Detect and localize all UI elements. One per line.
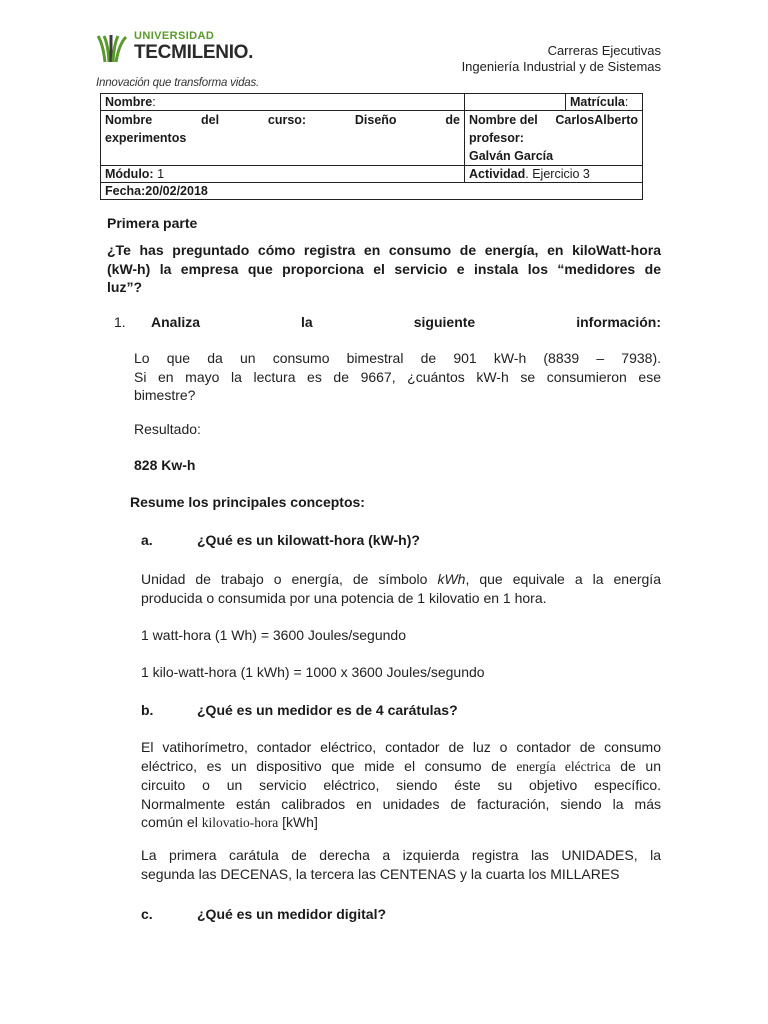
- section-title: Primera parte: [107, 215, 198, 231]
- paragraph-line: Normalmente están calibrados en unidades de facturación, siendo la más: [141, 795, 661, 812]
- answer-b-paragraph-2: [141, 846, 661, 883]
- summary-title: Resume los principales conceptos:: [130, 494, 365, 510]
- paragraph-line: segunda las DECENAS, la tercera las CENTENAS y la cuarta los MILLARES: [141, 865, 620, 882]
- nombre-cell: [101, 94, 465, 111]
- profesor-cell: [465, 111, 643, 166]
- table-row: [101, 166, 643, 183]
- formula-2: 1 kilo-watt-hora (1 kWh) = 1000 x 3600 Joules/segundo: [141, 664, 485, 680]
- text-span: eléctrico, es un dispositivo que mide el consumo de: [141, 757, 517, 774]
- modulo-label: Módulo:: [105, 167, 154, 181]
- program-line-2: Ingeniería Industrial y de Sistemas: [461, 59, 661, 74]
- main-question: [107, 241, 661, 297]
- profesor-line-1: [469, 111, 638, 147]
- curso-word: del: [201, 113, 220, 127]
- profesor-value-word: Alberto: [594, 113, 638, 127]
- paragraph-line: circuito o un servicio eléctrico, siendo éste su objetivo específico.: [141, 777, 661, 793]
- program-line-1: Carreras Ejecutivas: [547, 43, 661, 58]
- paragraph-line: [141, 570, 661, 589]
- tecmilenio-leaf-icon: [96, 34, 130, 64]
- question-a-text: ¿Qué es un kilowatt-hora (kW-h)?: [197, 532, 420, 548]
- item1-word: la: [301, 314, 313, 330]
- nombre-label: Nombre: [105, 95, 153, 109]
- curso-word: curso:: [267, 113, 307, 127]
- answer-a-paragraph: [141, 570, 661, 607]
- curso-value: experimentos: [105, 131, 187, 145]
- question-line: (kW-h) la empresa que proporciona el servicio e instala los “medidores de: [107, 260, 661, 277]
- table-row: [101, 111, 643, 166]
- paragraph-line: El vatihorímetro, contador eléctrico, contador de luz o contador de consumo: [141, 739, 661, 755]
- actividad-label: Actividad: [469, 167, 526, 181]
- energia-electrica-term: energía eléctrica: [516, 758, 611, 774]
- item1-number: 1.: [114, 314, 126, 330]
- table-row: [101, 183, 643, 200]
- item1-word: Analiza: [151, 314, 201, 330]
- curso-word: Diseño: [354, 113, 397, 127]
- actividad-value: . Ejercicio 3: [525, 167, 590, 181]
- curso-word: Nombre: [105, 113, 153, 127]
- paragraph-line: Lo que da un consumo bimestral de 901 kW-h (8839 – 7938).: [134, 350, 661, 366]
- paragraph-line: Si en mayo la lectura es de 9667, ¿cuántos kW-h se consumieron ese: [134, 368, 661, 385]
- modulo-cell: [101, 166, 465, 183]
- kilovatio-hora-term: kilovatio-hora: [201, 815, 279, 830]
- result-value: 828 Kw-h: [134, 457, 196, 473]
- question-line: luz”?: [107, 279, 142, 295]
- text-span: , que equivale a la energía: [465, 571, 661, 587]
- question-b-letter: b.: [141, 702, 154, 718]
- fecha-cell: Fecha:20/02/2018: [101, 183, 643, 200]
- student-info-table: [100, 93, 643, 200]
- paragraph-line: producida o consumida por una potencia de 1 kilovatio en 1 hora.: [141, 589, 547, 606]
- text-span: [kWh]: [278, 814, 318, 830]
- profesor-value-word: Carlos: [555, 113, 595, 127]
- matricula-value: :: [624, 95, 629, 109]
- item1-word: siguiente: [413, 314, 476, 330]
- logo-name-text: TECMILENIO.: [134, 42, 254, 63]
- curso-word: de: [445, 113, 460, 127]
- paragraph-line: bimestre?: [134, 387, 196, 403]
- item1-word: información:: [576, 314, 661, 330]
- program-header: [462, 43, 661, 75]
- nombre-value: :: [152, 95, 156, 109]
- university-logo: [96, 30, 296, 92]
- answer-b-paragraph-1: [141, 738, 661, 833]
- logo-university-text: UNIVERSIDAD: [134, 30, 215, 42]
- paragraph-line: [141, 813, 661, 833]
- question-line: ¿Te has preguntado cómo registra en consumo de energía, en kiloWatt-hora: [107, 242, 661, 258]
- paragraph-line: La primera carátula de derecha a izquierda registra las UNIDADES, la: [141, 847, 661, 863]
- profesor-label: Nombre del profesor:: [469, 113, 538, 145]
- text-span: Unidad de trabajo o energía, de símbolo: [141, 571, 438, 587]
- curso-cell: [101, 111, 465, 166]
- matricula-cell: [465, 94, 643, 111]
- modulo-value: 1: [153, 167, 165, 181]
- question-a-letter: a.: [141, 532, 153, 548]
- text-span: de un: [610, 757, 661, 774]
- question-b-text: ¿Qué es un medidor es de 4 carátulas?: [197, 702, 458, 718]
- kwh-symbol: kWh: [437, 571, 466, 587]
- logo-tagline: Innovación que transforma vidas.: [96, 77, 260, 89]
- actividad-cell: [465, 166, 643, 183]
- curso-label: [105, 111, 460, 129]
- question-c-letter: c.: [141, 906, 153, 922]
- profesor-value-line-2: Galván García: [469, 149, 554, 163]
- text-span: común el: [141, 814, 202, 830]
- table-row: [101, 94, 643, 111]
- item1-heading: [151, 313, 661, 332]
- paragraph-line: [141, 757, 661, 777]
- result-label: Resultado:: [134, 421, 201, 437]
- item1-paragraph: [134, 349, 661, 405]
- formula-1: 1 watt-hora (1 Wh) = 3600 Joules/segundo: [141, 627, 406, 643]
- matricula-label: Matrícula: [570, 95, 625, 109]
- question-c-text: ¿Qué es un medidor digital?: [197, 906, 387, 922]
